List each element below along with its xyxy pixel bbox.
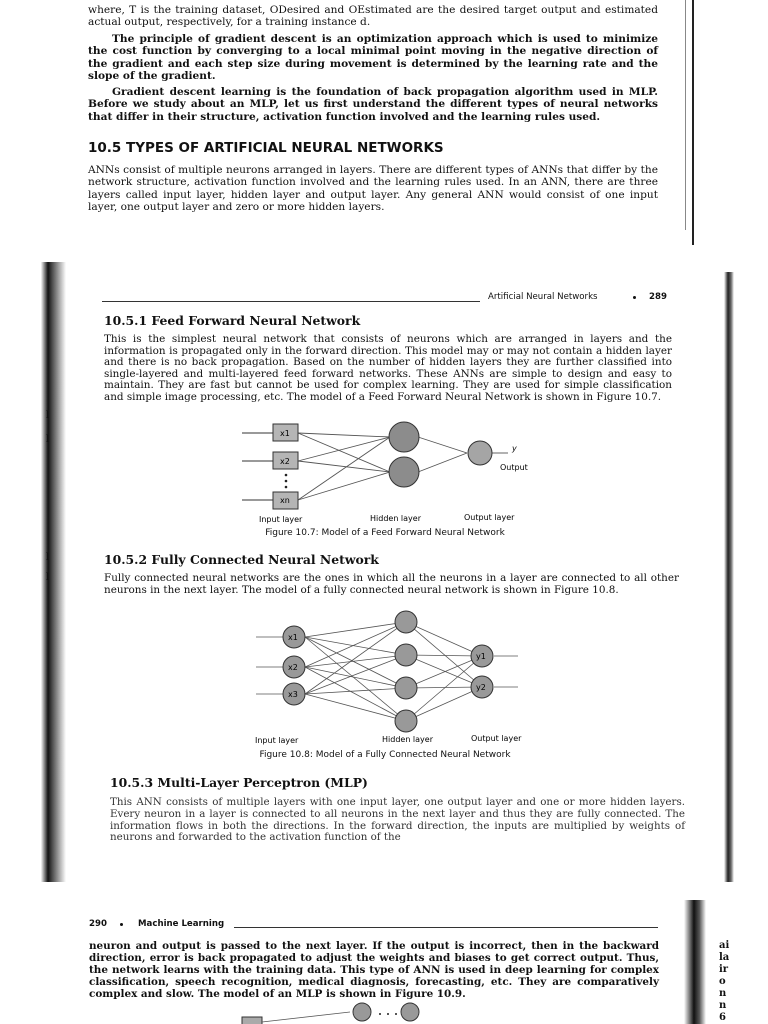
figure-mlp-fragment — [0, 900, 768, 1024]
paragraph-mlp-continued: neuron and output is passed to the next layer. If the output is incorrect, then in the backward direction, error is back propagated to adjust the weights and biases to get correct output. Thus, the network learns with the training data. This type of ANN is used in deep learning for complex classification, speech recognition, medical diagnosis, forecasting, etc. They are comparatively complex and slow. The model of an MLP is shown in Figure 10.9. — [89, 940, 659, 1000]
fig8-hidden-node-4 — [395, 710, 417, 732]
paragraph-feed-forward: This is the simplest neural network that consists of neurons which are arranged in layers and the information is propagated only in the forward direction. This model may or may not contain a hidden layer and there is no back propagation. Based on the number of hidden layers they are further classified into single-layered and multi-layered feed forward networks. These ANNs are simple to design and easy to maintain. They are fast but cannot be used for complex learning. They are used for simple classification and simple image processing, etc. The model of a Feed Forward Neural Network is shown in Figure 10.7. — [104, 333, 672, 403]
margin-mark: l — [46, 572, 50, 583]
fig8-hidden-node-1 — [395, 611, 417, 633]
fig8-hidden-node-3 — [395, 677, 417, 699]
section-heading-types-of-ann: 10.5 TYPES OF ARTIFICIAL NEURAL NETWORKS — [88, 140, 444, 156]
figure-10-8-caption: Figure 10.8: Model of a Fully Connected Neural Network — [259, 750, 511, 760]
fig8-label-x1: x1 — [288, 633, 298, 642]
subsection-title-mlp: 10.5.3 Multi-Layer Perceptron (MLP) — [110, 775, 368, 790]
fig7-label-x2: x2 — [280, 457, 290, 466]
binding-edge-line — [692, 0, 694, 245]
fig8-label-hidden-layer: Hidden layer — [382, 735, 433, 744]
scanned-page-289 — [30, 262, 740, 882]
top-section — [0, 0, 768, 250]
fig9-input-node — [242, 1017, 262, 1024]
figure-10-7-caption: Figure 10.7: Model of a Feed Forward Neural Network — [265, 528, 505, 538]
fig8-hidden-node-2 — [395, 644, 417, 666]
margin-characters: ai la ir o n n 6 — [719, 940, 730, 1023]
fig7-label-x1: x1 — [280, 429, 290, 438]
subsection-title-fully-connected: 10.5.2 Fully Connected Neural Network — [104, 552, 379, 567]
paragraph-mlp: This ANN consists of multiple layers with one input layer, one output layer and one or more hidden layers. Every neuron in a layer is connected to all neurons in the next layer and thus they are fully connected. The information flows in both the directions. In the forward direction, the inputs are multiplied by weights of neurons and forwarded to the activation function of the — [110, 796, 685, 844]
fig7-label-input-layer: Input layer — [259, 515, 303, 524]
binding-edge-line-thin — [685, 0, 686, 230]
margin-mark: l — [46, 434, 50, 445]
fig8-label-input-layer: Input layer — [255, 736, 299, 745]
fig7-label-xn: xn — [280, 496, 290, 505]
fig9-hidden-node — [353, 1003, 371, 1021]
page-number: 290 — [89, 919, 107, 929]
paragraph-fully-connected: Fully connected neural networks are the ones in which all the neurons in a layer are connected to all other neurons in the next layer. The model of a fully connected neural network is shown in Figure 10.8. — [104, 572, 679, 596]
fig8-label-y2: y2 — [476, 683, 486, 692]
fig7-label-output: Output — [500, 463, 528, 472]
fig9-hidden-node — [401, 1003, 419, 1021]
fig7-label-y: y — [512, 444, 517, 453]
margin-mark: l — [46, 552, 50, 563]
paragraph-ann-layers: ANNs consist of multiple neurons arranged in layers. There are different types of ANNs that differ by the network structure, activation function involved and the learning rules used. In an ANN, there are three layers called input layer, hidden layer and output layer. Any general ANN would consist of one input layer, one output layer and zero or more hidden layers. — [88, 164, 658, 214]
running-head: Artificial Neural Networks — [488, 292, 598, 302]
scanned-page-290 — [0, 900, 768, 1024]
running-head: Machine Learning — [138, 919, 225, 929]
paragraph-training-dataset: where, T is the training dataset, ODesired and OEstimated are the desired target output and estimated actual output, respectively, for a training instance d. — [88, 4, 658, 29]
margin-mark: l — [46, 410, 50, 421]
fig8-label-x3: x3 — [288, 690, 298, 699]
page-number: 289 — [649, 292, 667, 302]
fig8-label-y1: y1 — [476, 652, 486, 661]
paragraph-gradient-descent: The principle of gradient descent is an optimization approach which is used to minimize the cost function by converging to a local minimal point moving in the negative direction of the gradient and each step size during movement is determined by the learning rate and the slope of the gradient. — [88, 33, 658, 83]
fig8-label-output-layer: Output layer — [471, 734, 522, 743]
paragraph-gradient-foundation: Gradient descent learning is the foundation of back propagation algorithm used in MLP. Before we study about an MLP, let us first understand the different types of neural networks that differ in their structure, activation function involved and the learning rules used. — [88, 86, 658, 123]
fig7-label-output-layer: Output layer — [464, 513, 515, 522]
fig7-label-hidden-layer: Hidden layer — [370, 514, 421, 523]
fig8-label-x2: x2 — [288, 663, 298, 672]
subsection-title-feed-forward: 10.5.1 Feed Forward Neural Network — [104, 313, 361, 328]
